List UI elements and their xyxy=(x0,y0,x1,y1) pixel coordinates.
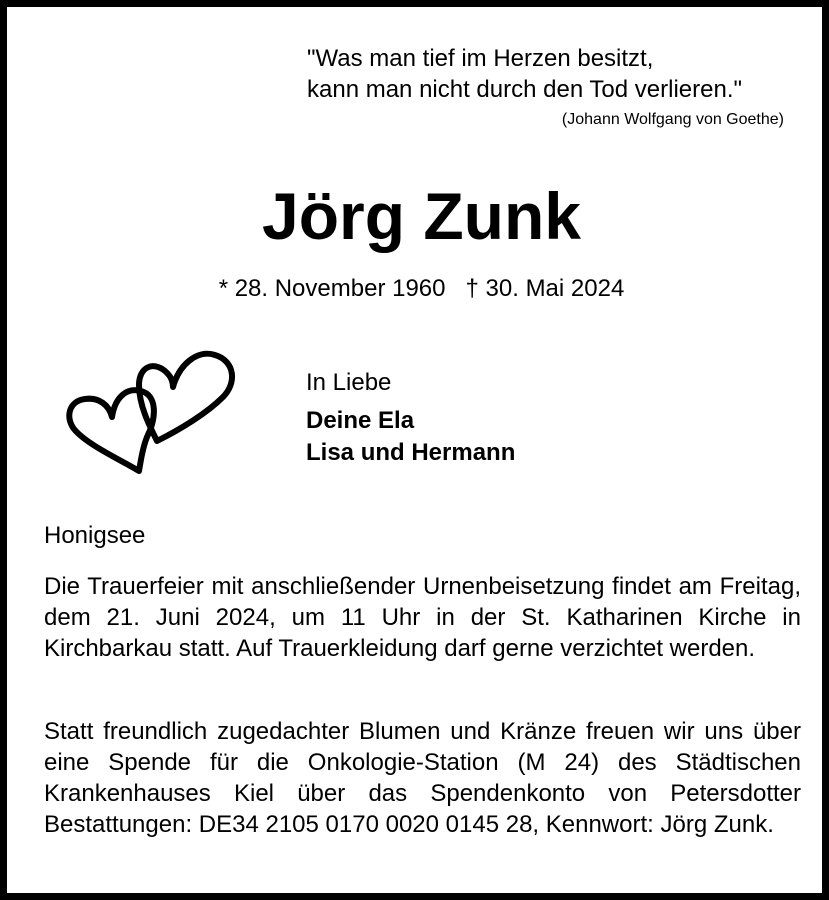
funeral-info-paragraph: Die Trauerfeier mit anschließender Urnenbeisetzung findet am Freitag, dem 21. Juni 2024, um 11 Uhr in der St. Katharinen Kirche in Kirchbarkau statt. Auf Trauerkleidung darf gerne verzichtet werden. xyxy=(44,573,801,662)
birth-date: * 28. November 1960 xyxy=(218,275,446,302)
death-date: † 30. Mai 2024 xyxy=(465,275,625,302)
deceased-name: Jörg Zunk xyxy=(261,179,581,253)
goethe-quote xyxy=(307,43,742,105)
place-of-residence: Honigsee xyxy=(44,522,146,549)
signoff-name-2: Lisa und Hermann xyxy=(306,439,516,466)
quote-attribution: (Johann Wolfgang von Goethe) xyxy=(561,111,784,128)
quote-line-2: kann man nicht durch den Tod verlieren." xyxy=(307,76,742,103)
signoff-name-1: Deine Ela xyxy=(306,407,415,434)
donation-info-paragraph: Statt freundlich zugedachter Blumen und Kränze freuen wir uns über eine Spende für die Onkologie-Station (M 24) des Städtischen Krankenhauses Kiel über das Spendenkonto von Petersdotter Bestattungen: DE34 2105 0170 0020 0145 28, Kennwort: Jörg Zunk. xyxy=(44,718,801,838)
two-hearts-icon xyxy=(65,345,245,479)
life-dates xyxy=(7,275,829,303)
signoff-intro: In Liebe xyxy=(306,369,392,396)
quote-line-1: "Was man tief im Herzen besitzt, xyxy=(307,45,654,72)
signoff-block xyxy=(306,367,515,469)
